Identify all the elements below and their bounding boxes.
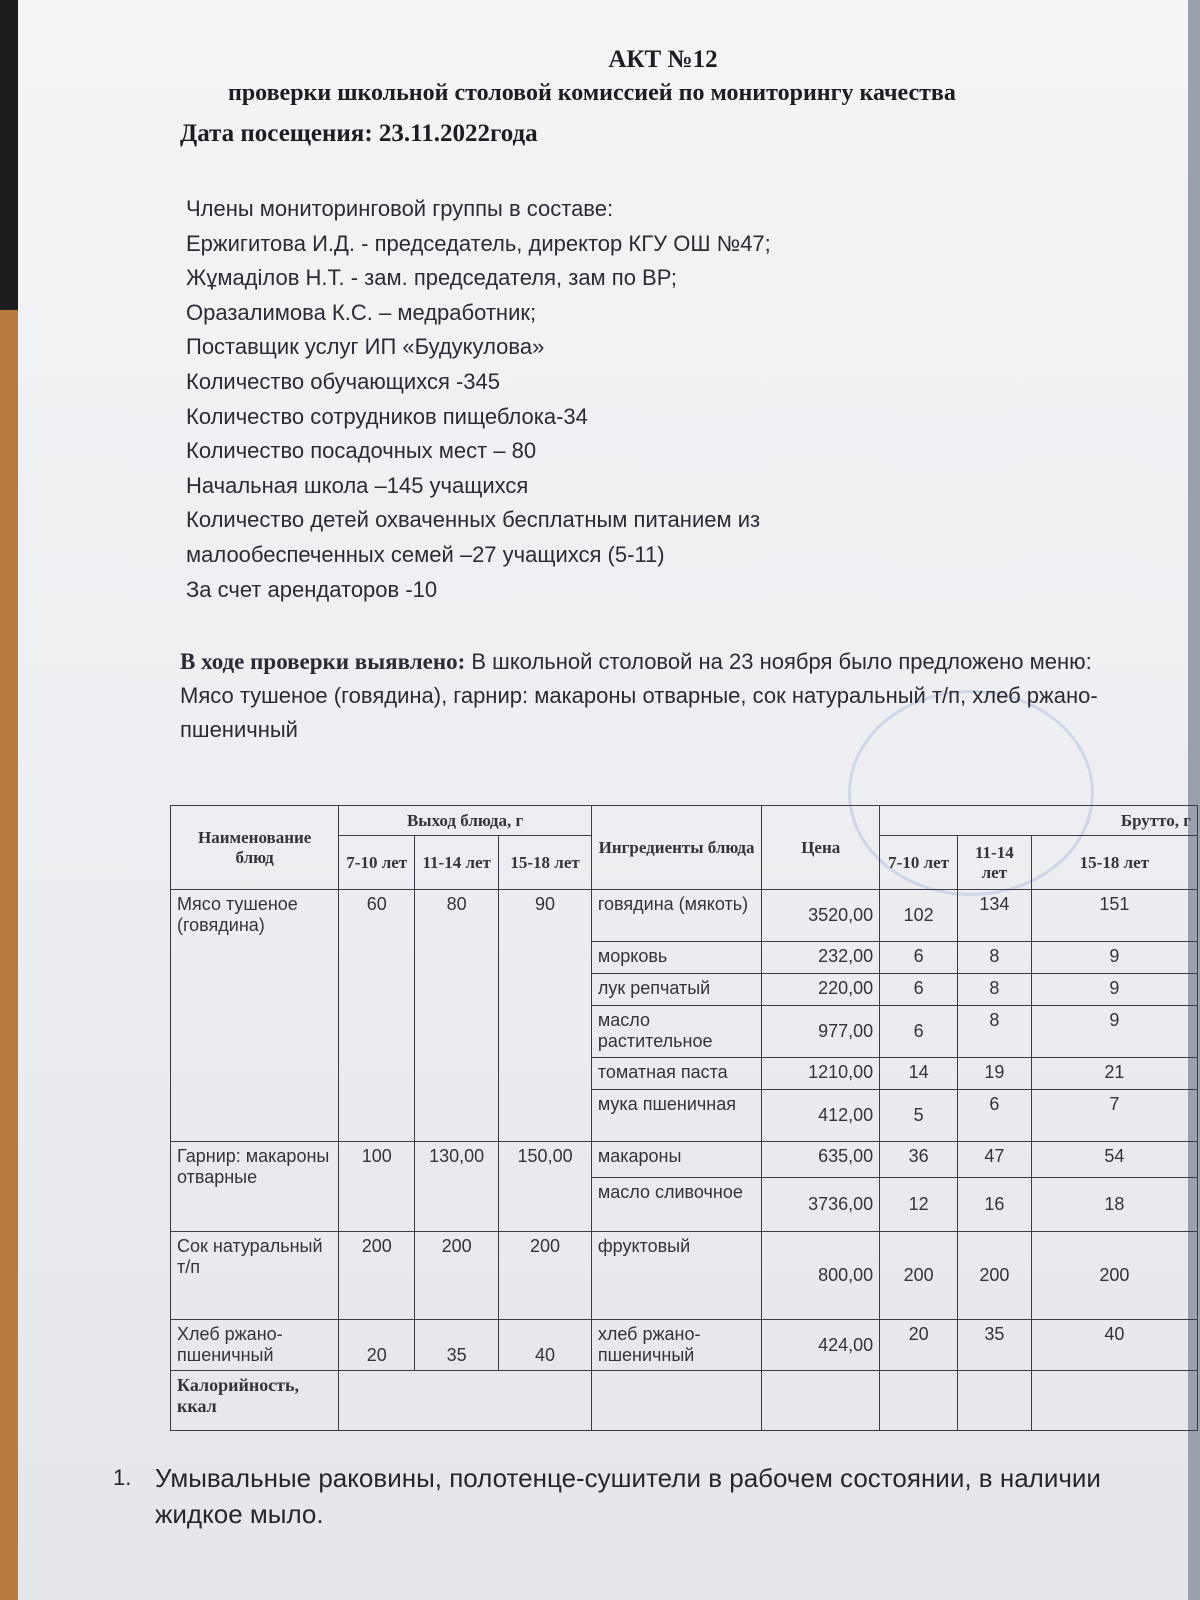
calories-gross-age3-cell xyxy=(1031,1371,1197,1431)
list-item-text: Умывальные раковины, полотенце-сушители в рабочем состоянии, в наличии жидкое мыло. xyxy=(155,1463,1101,1529)
header-output-age1: 7-10 лет xyxy=(339,836,415,890)
dish-output-age3: 90 xyxy=(499,890,592,1142)
ingredient-gross-age3: 21 xyxy=(1031,1058,1197,1090)
calories-price-cell xyxy=(762,1371,880,1431)
findings-label: В ходе проверки выявлено: xyxy=(180,649,466,674)
ingredient-gross-age2: 47 xyxy=(958,1142,1032,1178)
menu-table xyxy=(170,805,1198,1431)
calories-output-cell xyxy=(339,1371,592,1431)
ingredient-gross-age1: 12 xyxy=(880,1178,958,1232)
dish-output-age1: 200 xyxy=(339,1232,415,1320)
table-row xyxy=(171,890,1198,942)
ingredient-gross-age1: 14 xyxy=(880,1058,958,1090)
members-line: Количество детей охваченных бесплатным питанием из xyxy=(186,507,761,533)
members-line: Начальная школа –145 учащихся xyxy=(186,472,529,498)
ingredient-gross-age3: 151 xyxy=(1031,890,1197,942)
ingredient-price: 424,00 xyxy=(762,1320,880,1371)
dish-output-age3: 200 xyxy=(499,1232,592,1320)
members-line: малообеспеченных семей –27 учащихся (5-11) xyxy=(186,541,665,567)
findings-paragraph xyxy=(180,645,1140,747)
findings-text: В школьной столовой на 23 ноября было предложено меню: Мясо тушеное (говядина), гарнир: макароны отварные, сок натуральный т/п, хлеб ржано-пшеничный xyxy=(180,649,1098,742)
ingredient-price: 3736,00 xyxy=(762,1178,880,1232)
ingredient-name: лук репчатый xyxy=(591,974,761,1006)
ingredient-name: фруктовый xyxy=(591,1232,761,1320)
dish-output-age1: 60 xyxy=(339,890,415,1142)
ingredient-name: говядина (мякоть) xyxy=(591,890,761,942)
ingredient-name: морковь xyxy=(591,942,761,974)
header-gross: Брутто, г xyxy=(880,806,1198,836)
header-output-age3: 15-18 лет xyxy=(499,836,592,890)
ingredient-gross-age1: 20 xyxy=(880,1320,958,1371)
ingredient-name: масло сливочное xyxy=(591,1178,761,1232)
members-line: За счет арендаторов -10 xyxy=(186,576,438,602)
ingredient-gross-age2: 8 xyxy=(958,1006,1032,1058)
document-page xyxy=(18,0,1191,1600)
members-line: Количество сотрудников пищеблока-34 xyxy=(186,403,588,429)
members-line: Поставщик услуг ИП «Будукулова» xyxy=(186,334,545,360)
table-row xyxy=(171,1371,1198,1431)
ingredient-gross-age1: 200 xyxy=(880,1232,958,1320)
ingredient-gross-age3: 9 xyxy=(1031,974,1197,1006)
dish-name: Хлеб ржано-пшеничный xyxy=(171,1320,339,1371)
numbered-list xyxy=(113,1460,1153,1532)
calories-label: Калорийность, ккал xyxy=(171,1371,339,1431)
header-gross-age1: 7-10 лет xyxy=(880,836,958,890)
dish-name: Мясо тушеное (говядина) xyxy=(171,890,339,1142)
ingredient-gross-age3: 40 xyxy=(1031,1320,1197,1371)
ingredient-gross-age1: 6 xyxy=(880,942,958,974)
members-line: Оразалимова К.С. – медработник; xyxy=(186,299,537,325)
ingredient-gross-age1: 102 xyxy=(880,890,958,942)
dish-output-age2: 200 xyxy=(415,1232,499,1320)
calories-ingredients-cell xyxy=(591,1371,761,1431)
header-gross-age3: 15-18 лет xyxy=(1031,836,1197,890)
ingredient-gross-age2: 35 xyxy=(958,1320,1032,1371)
ingredient-gross-age3: 200 xyxy=(1031,1232,1197,1320)
ingredient-gross-age2: 16 xyxy=(958,1178,1032,1232)
ingredient-gross-age1: 5 xyxy=(880,1090,958,1142)
ingredient-gross-age1: 36 xyxy=(880,1142,958,1178)
dish-name: Сок натуральный т/п xyxy=(171,1232,339,1320)
dish-output-age1: 20 xyxy=(339,1320,415,1371)
ingredient-name: макароны xyxy=(591,1142,761,1178)
ingredient-gross-age3: 7 xyxy=(1031,1090,1197,1142)
members-line: Ержигитова И.Д. - председатель, директор КГУ ОШ №47; xyxy=(186,230,771,256)
ingredient-price: 635,00 xyxy=(762,1142,880,1178)
ingredient-gross-age2: 19 xyxy=(958,1058,1032,1090)
ingredient-price: 220,00 xyxy=(762,974,880,1006)
header-ingredients: Ингредиенты блюда xyxy=(591,806,761,890)
ingredient-price: 1210,00 xyxy=(762,1058,880,1090)
ingredient-name: мука пшеничная xyxy=(591,1090,761,1142)
calories-gross-age1-cell xyxy=(880,1371,958,1431)
ingredient-price: 977,00 xyxy=(762,1006,880,1058)
dish-output-age2: 35 xyxy=(415,1320,499,1371)
list-item xyxy=(113,1460,1153,1532)
members-line: Количество посадочных мест – 80 xyxy=(186,438,537,464)
table-row xyxy=(171,1232,1198,1320)
ingredient-price: 800,00 xyxy=(762,1232,880,1320)
dish-output-age2: 80 xyxy=(415,890,499,1142)
table-row xyxy=(171,1142,1198,1178)
members-line: Количество обучающихся -345 xyxy=(186,368,501,394)
dish-output-age1: 100 xyxy=(339,1142,415,1232)
ingredient-gross-age2: 6 xyxy=(958,1090,1032,1142)
ingredient-gross-age2: 8 xyxy=(958,974,1032,1006)
ingredient-gross-age3: 18 xyxy=(1031,1178,1197,1232)
members-block xyxy=(186,192,771,607)
ingredient-name: масло растительное xyxy=(591,1006,761,1058)
dish-output-age2: 130,00 xyxy=(415,1142,499,1232)
ingredient-gross-age2: 134 xyxy=(958,890,1032,942)
document-subtitle: проверки школьной столовой комиссией по мониторингу качества xyxy=(228,80,956,106)
ingredient-gross-age2: 200 xyxy=(958,1232,1032,1320)
ingredient-gross-age1: 6 xyxy=(880,1006,958,1058)
header-output: Выход блюда, г xyxy=(339,806,592,836)
ingredient-gross-age3: 9 xyxy=(1031,942,1197,974)
members-line: Члены мониторинговой группы в составе: xyxy=(186,196,614,221)
ingredient-price: 232,00 xyxy=(762,942,880,974)
ingredient-gross-age1: 6 xyxy=(880,974,958,1006)
ingredient-name: хлеб ржано-пшеничный xyxy=(591,1320,761,1371)
list-item-number: 1. xyxy=(113,1465,132,1490)
ingredient-gross-age2: 8 xyxy=(958,942,1032,974)
dish-output-age3: 40 xyxy=(499,1320,592,1371)
header-price: Цена xyxy=(762,806,880,890)
members-line: Жұмаділов Н.Т. - зам. председателя, зам по ВР; xyxy=(186,265,678,291)
ingredient-gross-age3: 9 xyxy=(1031,1006,1197,1058)
ingredient-name: томатная паста xyxy=(591,1058,761,1090)
ingredient-price: 412,00 xyxy=(762,1090,880,1142)
ingredient-price: 3520,00 xyxy=(762,890,880,942)
visit-date: Дата посещения: 23.11.2022года xyxy=(180,120,538,147)
header-gross-age2: 11-14 лет xyxy=(958,836,1032,890)
dish-name: Гарнир: макароны отварные xyxy=(171,1142,339,1232)
header-output-age2: 11-14 лет xyxy=(415,836,499,890)
dish-output-age3: 150,00 xyxy=(499,1142,592,1232)
calories-gross-age2-cell xyxy=(958,1371,1032,1431)
header-dish-name: Наименование блюд xyxy=(171,806,339,890)
document-title: АКТ №12 xyxy=(608,46,718,73)
ingredient-gross-age3: 54 xyxy=(1031,1142,1197,1178)
table-row xyxy=(171,1320,1198,1371)
